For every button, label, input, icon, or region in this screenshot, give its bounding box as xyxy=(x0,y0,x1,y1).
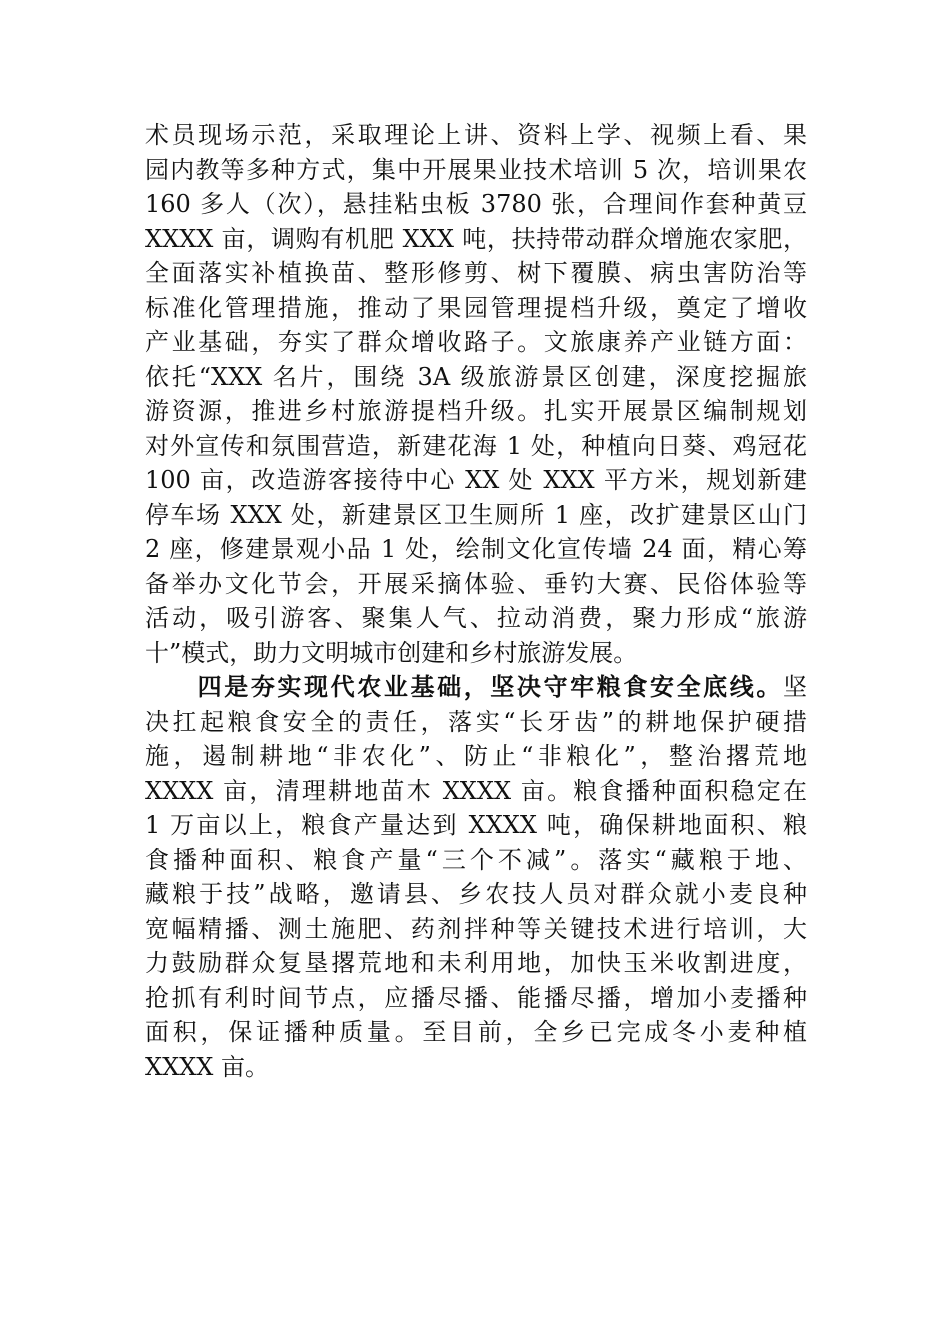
paragraph-line: 依托“XXX 名片，围绕 3A 级旅游景区创建，深度挖掘旅 xyxy=(145,362,807,391)
paragraph-line: XXXX 亩，清理耕地苗木 XXXX 亩。粮食播种面积稳定在 xyxy=(145,776,807,805)
section-heading-line xyxy=(145,670,807,705)
paragraph-line: 160 多人（次），悬挂粘虫板 3780 张，合理间作套种黄豆 xyxy=(145,190,807,218)
paragraph-line: 面积，保证播种质量。至目前，全乡已完成冬小麦种植 xyxy=(145,1018,807,1046)
document-body xyxy=(145,118,807,1084)
paragraph-line: 全面落实补植换苗、整形修剪、树下覆膜、病虫害防治等 xyxy=(145,259,807,287)
paragraph-line: 宽幅精播、测土施肥、药剂拌种等关键技术进行培训，大 xyxy=(145,914,807,943)
paragraph-line: 标准化管理措施，推动了果园管理提档升级，奠定了增收 xyxy=(145,293,807,322)
paragraph-line: 抢抓有利时间节点，应播尽播、能播尽播，增加小麦播种 xyxy=(145,983,807,1012)
paragraph-line: 活动，吸引游客、聚集人气、拉动消费，聚力形成“旅游 xyxy=(145,604,807,632)
paragraph-line: XXXX 亩，调购有机肥 XXX 吨，扶持带动群众增施农家肥， xyxy=(145,224,807,253)
paragraph-line: 1 万亩以上，粮食产量达到 XXXX 吨，确保耕地面积、粮 xyxy=(145,811,807,839)
paragraph-line: 备举办文化节会，开展采摘体验、垂钓大赛、民俗体验等 xyxy=(145,569,807,598)
paragraph-line: 停车场 XXX 处，新建景区卫生厕所 1 座，改扩建景区山门 xyxy=(145,500,807,529)
paragraph-line: 产业基础，夯实了群众增收路子。文旅康养产业链方面： xyxy=(145,328,807,356)
paragraph-line: 术员现场示范，采取理论上讲、资料上学、视频上看、果 xyxy=(145,121,807,149)
paragraph-line: 园内教等多种方式，集中开展果业技术培训 5 次，培训果农 xyxy=(145,155,807,184)
paragraph-line: 藏粮于技”战略，邀请县、乡农技人员对群众就小麦良种 xyxy=(145,880,807,908)
paragraph-line: 力鼓励群众复垦撂荒地和未利用地，加快玉米收割进度， xyxy=(145,949,807,977)
paragraph-line: 2 座，修建景观小品 1 处，绘制文化宣传墙 24 面，精心筹 xyxy=(145,535,807,563)
section-heading-tail: 坚 xyxy=(783,673,807,701)
paragraph-line: 十”模式，助力文明城市创建和乡村旅游发展。 xyxy=(145,638,638,667)
paragraph-line: 施，遏制耕地“非农化”、防止“非粮化”，整治撂荒地 xyxy=(145,742,807,770)
paragraph-line: 对外宣传和氛围营造，新建花海 1 处，种植向日葵、鸡冠花 xyxy=(145,431,807,460)
paragraph-line: 食播种面积、粮食产量“三个不减”。落实“藏粮于地、 xyxy=(145,845,807,874)
paragraph-line: 决扛起粮食安全的责任，落实“长牙齿”的耕地保护硬措 xyxy=(145,707,807,736)
paragraph-line: XXXX 亩。 xyxy=(145,1052,269,1081)
paragraph-line: 游资源，推进乡村旅游提档升级。扎实开展景区编制规划 xyxy=(145,397,807,425)
section-heading: 四是夯实现代农业基础，坚决守牢粮食安全底线。 xyxy=(195,672,783,701)
paragraph-line: 100 亩，改造游客接待中心 XX 处 XXX 平方米，规划新建 xyxy=(145,466,807,494)
